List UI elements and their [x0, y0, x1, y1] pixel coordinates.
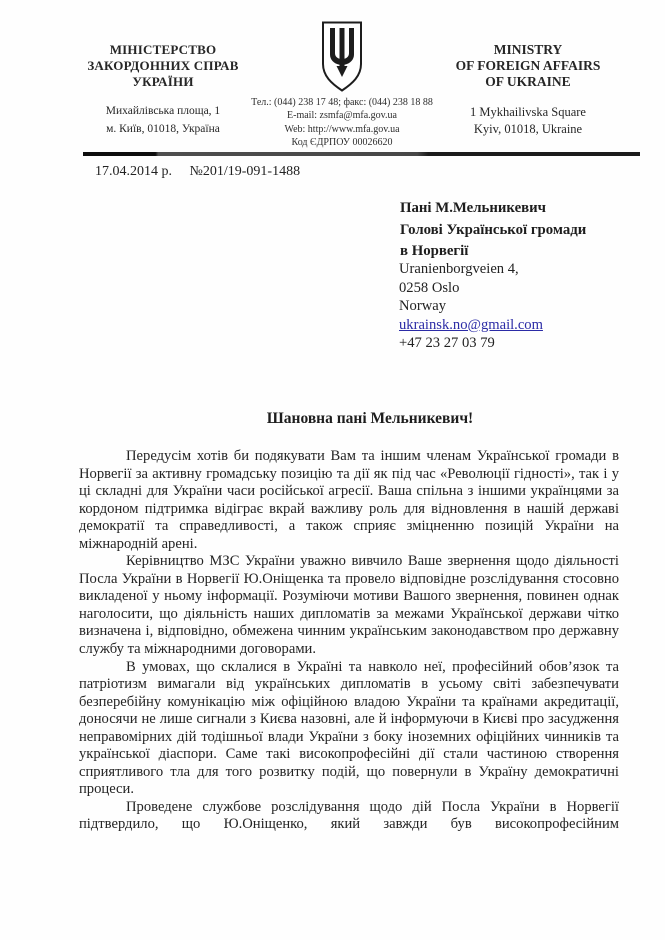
recipient-title-line: в Норвегії: [400, 243, 469, 260]
destination-address-block: [399, 260, 543, 353]
ministry-title-en: [437, 42, 619, 90]
email-link[interactable]: ukrainsk.no@gmail.com: [399, 316, 543, 333]
ministry-contacts: [228, 96, 456, 150]
ministry-title-en-line: MINISTRY: [493, 42, 563, 57]
letter-body: [79, 448, 619, 834]
ministry-title-ua-line: МІНІСТЕРСТВО: [109, 42, 217, 57]
recipient-name: Пані М.Мельникевич: [400, 200, 547, 216]
letter-number: №201/19-091-1488: [189, 164, 301, 179]
header-divider: [83, 152, 640, 156]
ministry-address-ua-line: м. Київ, 01018, Україна: [106, 122, 220, 135]
destination-street: Uranienborgveien 4,: [399, 261, 519, 277]
ministry-address-ua-line: Михайлівська площа, 1: [105, 105, 221, 117]
contact-edrpou-code: Код ЄДРПОУ 00026620: [291, 137, 393, 149]
contact-web: Web: http://www.mfa.gov.ua: [284, 123, 400, 135]
ministry-title-ua-line: УКРАЇНИ: [132, 74, 194, 89]
destination-phone: +47 23 27 03 79: [399, 335, 495, 352]
ministry-title-en-line: OF FOREIGN AFFAIRS: [455, 58, 601, 73]
ministry-address-en-line: 1 Mykhailivska Square: [470, 105, 586, 119]
ukraine-trident-emblem-icon: [319, 20, 365, 94]
contact-phone-fax: Тел.: (044) 238 17 48; факс: (044) 238 18 88: [251, 97, 433, 108]
paragraph-3: В умовах, що склалися в Україні та навколо неї, професійний обов’язок та патріотизм вимагали від українських дипломатів в усьому світі забезпечувати безперебійну комунікацію між офіційною владою України та країнами акредитації, доносячи не лише сигнали з Києва назовні, але й інформуючи в Києві про засудження неправомірних дій тодішньої влади України з боку іноземних офіційних чинників та української діаспори. Саме такі високопрофесійні дії стали частиною створення сприятливого тла для того розвитку подій, що повернули в Україну демократичні процеси.: [79, 658, 619, 798]
ministry-address-en-line: Kyiv, 01018, Ukraine: [473, 122, 583, 136]
destination-country: Norway: [399, 298, 447, 315]
recipient-block: [400, 198, 586, 263]
header-center: [228, 20, 456, 150]
reference-line: [95, 164, 300, 180]
ministry-address-en: [437, 104, 619, 138]
paragraph-1: Передусім хотів би подякувати Вам та іншим членам Української громади в Норвегії за активну громадську позицію та дії як під час «Революції гідності», так і у ці складні для України часи російської агресії. Ваша спільна з іншими українцями за кордоном підтримка відіграє вкрай важливу роль для відновлення в нашій державі демократії та справедливості, а також сприяє зміцненню позицій України на міжнародній арені.: [79, 448, 619, 552]
letter-date: 17.04.2014 р.: [95, 164, 172, 179]
salutation: Шановна пані Мельникевич!: [266, 410, 474, 427]
ministry-title-en-line: OF UKRAINE: [485, 74, 571, 89]
ministry-title-ua-line: ЗАКОРДОННИХ СПРАВ: [87, 58, 239, 73]
destination-city: 0258 Oslo: [399, 279, 460, 296]
recipient-title-line: Голові Української громади: [400, 221, 587, 238]
header-ministry-en: [437, 42, 619, 138]
paragraph-2: Керівництво МЗС України уважно вивчило Ваше звернення щодо діяльності Посла України в Норвегії Ю.Оніщенка та провело відповідне розслідування стосовно викладеної у ньому інформації. Розуміючи мотиви Вашого звернення, повинен однак наголосити, що діяльність наших дипломатів за межами Української держави чітко визначена і, відповідно, обмежена чинним українським законодавством про державну службу та міжнародними договорами.: [79, 553, 619, 658]
contact-email: E-mail: zsmfa@mfa.gov.ua: [287, 110, 397, 122]
paragraph-4-cutoff: Проведене службове розслідування щодо дій Посла України в Норвегії підтвердило, що Ю.Оніщенко, який завжди був високопрофесійним: [79, 798, 619, 833]
